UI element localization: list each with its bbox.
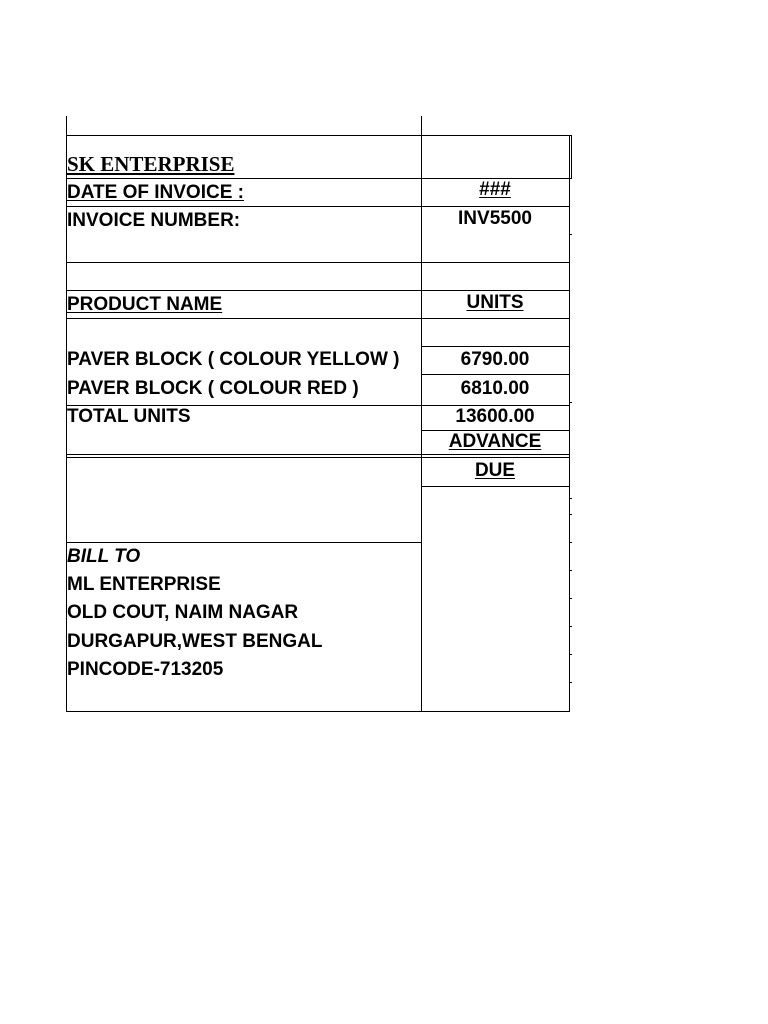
- grid-line-bottom: [66, 711, 570, 712]
- tick-mark: [569, 402, 572, 403]
- tick-mark: [569, 498, 572, 499]
- advance-label: ADVANCE: [448, 431, 542, 452]
- grid-line-due-bottom: [421, 486, 570, 487]
- units-header: UNITS: [466, 292, 524, 313]
- grid-line-units-row1: [421, 374, 570, 375]
- tick-mark: [569, 570, 572, 571]
- invoice-number-value: INV5500: [458, 208, 532, 229]
- bill-to-line: ML ENTERPRISE: [67, 574, 221, 595]
- invoice-date-label: DATE OF INVOICE :: [67, 182, 244, 203]
- invoice-number-label: INVOICE NUMBER:: [67, 210, 241, 231]
- bill-to-line: DURGAPUR,WEST BENGAL: [67, 631, 323, 652]
- tick-mark: [569, 598, 572, 599]
- due-label: DUE: [474, 460, 516, 481]
- total-units-value: 13600.00: [455, 406, 535, 427]
- bill-to-line: PINCODE-713205: [67, 659, 224, 680]
- tick-mark: [569, 234, 572, 235]
- company-name: SK ENTERPRISE: [67, 152, 235, 176]
- tick-mark: [569, 514, 572, 515]
- tick-mark: [569, 682, 572, 683]
- product-row-1-name: PAVER BLOCK ( COLOUR YELLOW ): [67, 349, 400, 370]
- tick-mark: [569, 626, 572, 627]
- tick-mark: [569, 542, 572, 543]
- invoice-date-value: ###: [479, 179, 511, 200]
- grid-line-invoice-number-bottom: [66, 262, 570, 263]
- bill-to-line: OLD COUT, NAIM NAGAR: [67, 602, 299, 623]
- product-name-header: PRODUCT NAME: [67, 294, 223, 315]
- total-units-label: TOTAL UNITS: [67, 406, 191, 427]
- grid-line-date-bottom: [66, 206, 570, 207]
- grid-line-double-b: [66, 457, 570, 458]
- grid-line-top: [66, 135, 572, 136]
- grid-line-right-header: [571, 135, 572, 179]
- grid-line-header-bottom: [66, 318, 570, 319]
- grid-line-units-spacer: [421, 346, 570, 347]
- grid-line-billto-top: [66, 542, 422, 543]
- tick-mark: [569, 654, 572, 655]
- grid-line-blank-bottom: [66, 290, 570, 291]
- product-row-2-units: 6810.00: [460, 378, 530, 399]
- bill-to-heading: BILL TO: [67, 546, 141, 567]
- product-row-2-name: PAVER BLOCK ( COLOUR RED ): [67, 378, 359, 399]
- product-row-1-units: 6790.00: [460, 349, 530, 370]
- grid-line-double-a: [66, 454, 570, 455]
